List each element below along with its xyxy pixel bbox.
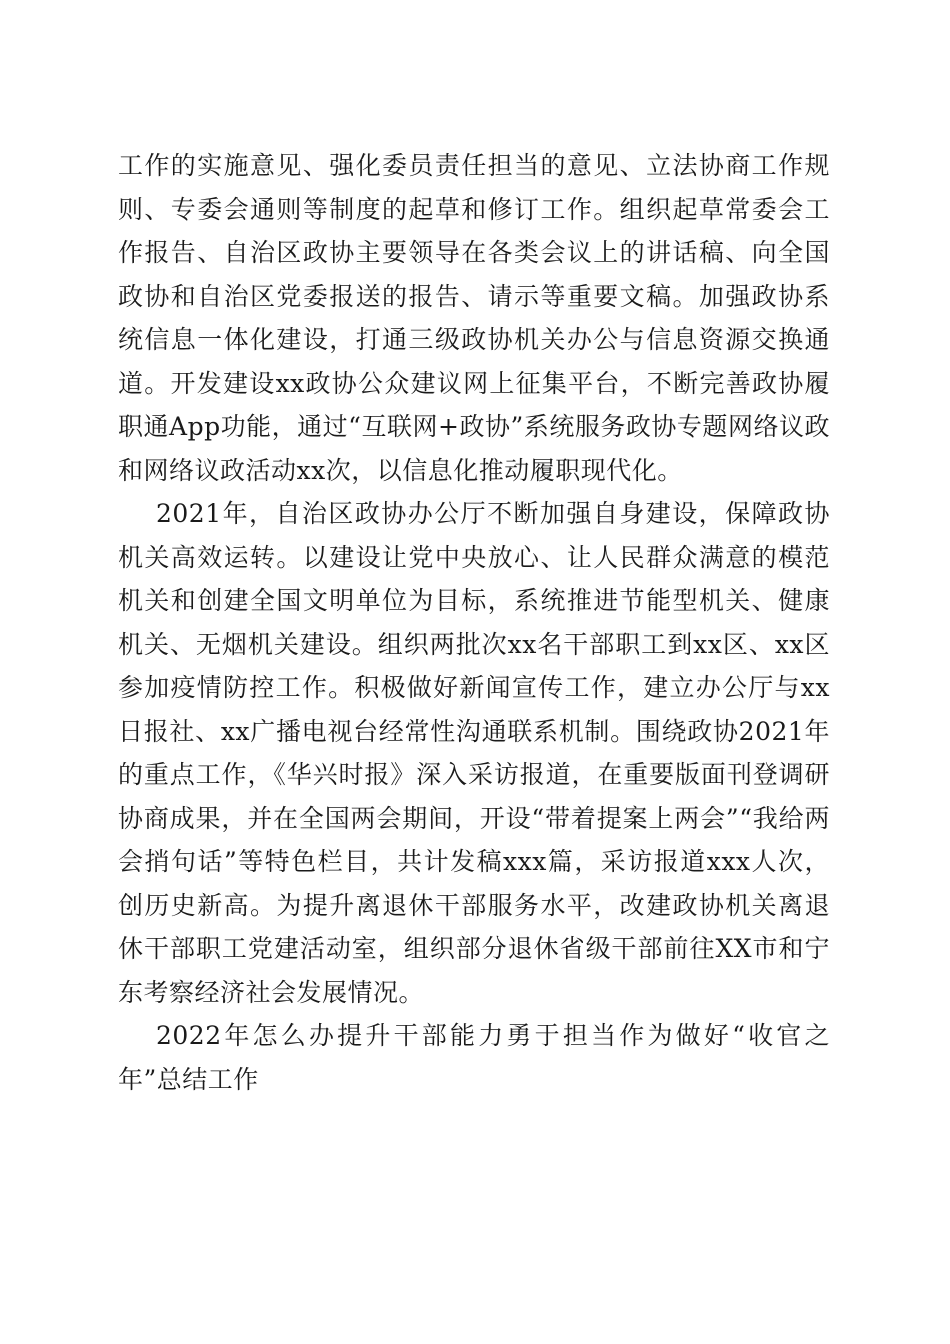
document-body — [118, 144, 830, 1101]
paragraph-2021-work: 2021年，自治区政协办公厅不断加强自身建设，保障政协机关高效运转。以建设让党中央放心、让人民群众满意的模范机关和创建全国文明单位为目标，系统推进节能型机关、健康机关、无烟机关建设。组织两批次xx名干部职工到xx区、xx区参加疫情防控工作。积极做好新闻宣传工作，建立办公厅与xx日报社、xx广播电视台经常性沟通联系机制。围绕政协2021年的重点工作，《华兴时报》深入采访报道，在重要版面刊登调研协商成果，并在全国两会期间，开设“带着提案上两会”“我给两会捎句话”等特色栏目，共计发稿xxx篇，采访报道xxx人次，创历史新高。为提升离退休干部服务水平，改建政协机关离退休干部职工党建活动室，组织部分退休省级干部前往XX市和宁东考察经济社会发展情况。 — [118, 499, 830, 1007]
paragraph-continuation: 工作的实施意见、强化委员责任担当的意见、立法协商工作规则、专委会通则等制度的起草和修订工作。组织起草常委会工作报告、自治区政协主要领导在各类会议上的讲话稿、向全国政协和自治区党委报送的报告、请示等重要文稿。加强政协系统信息一体化建设，打通三级政协机关办公与信息资源交换通道。开发建设xx政协公众建议网上征集平台，不断完善政协履职通App功能，通过“互联网+政协”系统服务政协专题网络议政和网络议政活动xx次，以信息化推动履职现代化。 — [118, 151, 830, 485]
paragraph-2022-plan: 2022年怎么办提升干部能力勇于担当作为做好“收官之年”总结工作 — [118, 1021, 830, 1094]
